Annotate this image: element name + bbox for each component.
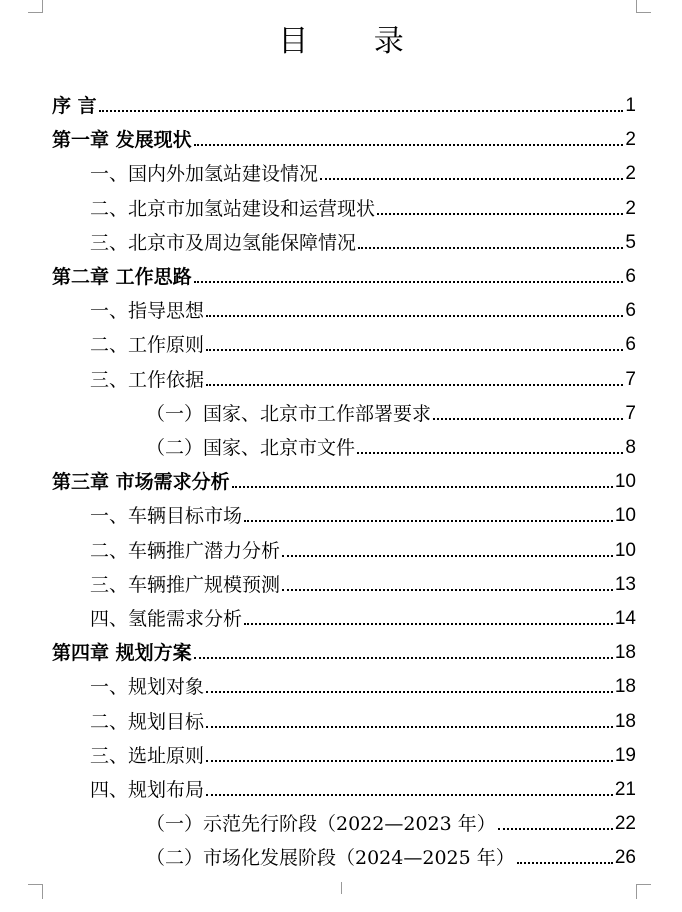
toc-entry-label: 第四章 规划方案 [52,642,192,665]
toc-page-number: 13 [614,573,636,595]
page-title: 目 录 [278,24,432,59]
toc-entry-label: 二、规划目标 [90,710,205,733]
toc-entry[interactable] [90,700,636,734]
toc-page-number: 22 [614,813,636,835]
dot-leader [99,110,624,112]
toc-page-number: 10 [614,539,636,561]
toc-page-number: 21 [614,779,636,800]
toc-page-number: 26 [614,847,636,869]
toc-entry-label: 三、车辆推广规模预测 [90,573,281,596]
toc-entry-label: 二、北京市加氢站建设和运营现状 [90,197,376,220]
toc-entry-label: 第一章 发展现状 [52,129,192,152]
dot-leader [517,862,613,864]
dot-leader [498,828,613,830]
toc-chapter-entry[interactable] [52,118,636,152]
toc-entry[interactable] [90,221,636,255]
dot-leader [232,486,613,488]
toc-entry[interactable] [90,563,636,597]
toc-entry-label: 一、车辆目标市场 [90,505,243,528]
toc-entry-label: 四、氢能需求分析 [90,608,243,630]
toc-entry-label: 三、选址原则 [90,744,205,767]
toc-entry-label: （一）示范先行阶段（2022—2023 年） [146,813,496,836]
toc-entry[interactable] [90,597,636,631]
page-center-mark [341,882,342,894]
toc-entry-label: （二）国家、北京市文件 [146,437,356,459]
toc-entry-label: （二）市场化发展阶段（2024—2025 年） [146,847,515,870]
toc-page-number: 5 [625,231,636,253]
dot-leader [194,144,624,146]
toc-entry[interactable] [90,152,636,186]
dot-leader [358,247,623,249]
toc-entry[interactable] [90,768,636,802]
page-corner-mark-top-right [636,0,651,13]
dot-leader [433,418,623,420]
toc-page-number: 2 [625,163,636,185]
toc-page-number: 18 [614,642,636,664]
toc-entry[interactable] [90,323,636,357]
toc-chapter-entry[interactable] [52,255,636,289]
dot-leader [206,384,623,386]
toc-page-number: 18 [614,710,636,732]
toc-entry-label: 二、车辆推广潜力分析 [90,539,281,562]
toc-entry[interactable] [90,494,636,528]
toc-page-number: 7 [625,368,636,390]
toc-entry[interactable] [90,289,636,323]
toc-page-number: 6 [625,300,636,322]
dot-leader [282,555,613,557]
page-corner-mark-bottom-left [28,884,43,899]
toc-entry-label: 二、工作原则 [90,334,205,357]
toc-entry-label: 三、北京市及周边氢能保障情况 [90,231,357,254]
toc-page-number: 10 [614,471,636,493]
toc-entry[interactable] [90,665,636,699]
toc-page-number: 2 [625,129,636,151]
toc-page-number: 8 [625,437,636,458]
dot-leader [357,452,623,454]
dot-leader [194,657,613,659]
dot-leader [206,794,613,796]
dot-leader [244,520,613,522]
dot-leader [206,691,613,693]
page-corner-mark-top-left [28,0,43,13]
toc-entry[interactable] [146,392,636,426]
toc-entry-label: 一、国内外加氢站建设情况 [90,163,319,186]
toc-entry[interactable] [146,426,636,460]
dot-leader [377,213,623,215]
toc-page-number: 14 [614,608,636,629]
toc-entry-label: 四、规划布局 [90,779,205,801]
dot-leader [282,589,613,591]
dot-leader [194,281,624,283]
toc-entry-label: 三、工作依据 [90,368,205,391]
toc-entry-label: 第三章 市场需求分析 [52,471,230,494]
toc-entry-label: 一、指导思想 [90,300,205,323]
dot-leader [320,178,623,180]
toc-entry[interactable] [90,734,636,768]
page-corner-mark-bottom-right [636,884,651,899]
toc-entry-label: 序 言 [52,95,97,117]
dot-leader [206,760,613,762]
toc-entry-label: 一、规划对象 [90,676,205,699]
toc-chapter-entry[interactable] [52,631,636,665]
dot-leader [206,726,613,728]
dot-leader [206,349,623,351]
dot-leader [244,623,613,625]
dot-leader [206,315,623,317]
toc-entry-label: 第二章 工作思路 [52,266,192,288]
toc-entry[interactable] [90,529,636,563]
toc-chapter-entry[interactable] [52,84,636,118]
toc-page-number: 2 [625,197,636,219]
toc-chapter-entry[interactable] [52,460,636,494]
toc-page-number: 7 [625,402,636,424]
toc-page-number: 6 [625,334,636,356]
toc-page-number: 10 [614,505,636,527]
toc-page-number: 18 [614,676,636,698]
toc-page-number: 6 [625,266,636,287]
toc-page-number: 1 [625,95,636,116]
toc-entry[interactable] [146,836,636,870]
toc-entry[interactable] [146,802,636,836]
toc-entry[interactable] [90,187,636,221]
toc-entry-label: （一）国家、北京市工作部署要求 [146,402,432,425]
toc-entry[interactable] [90,358,636,392]
toc-page-number: 19 [614,744,636,766]
